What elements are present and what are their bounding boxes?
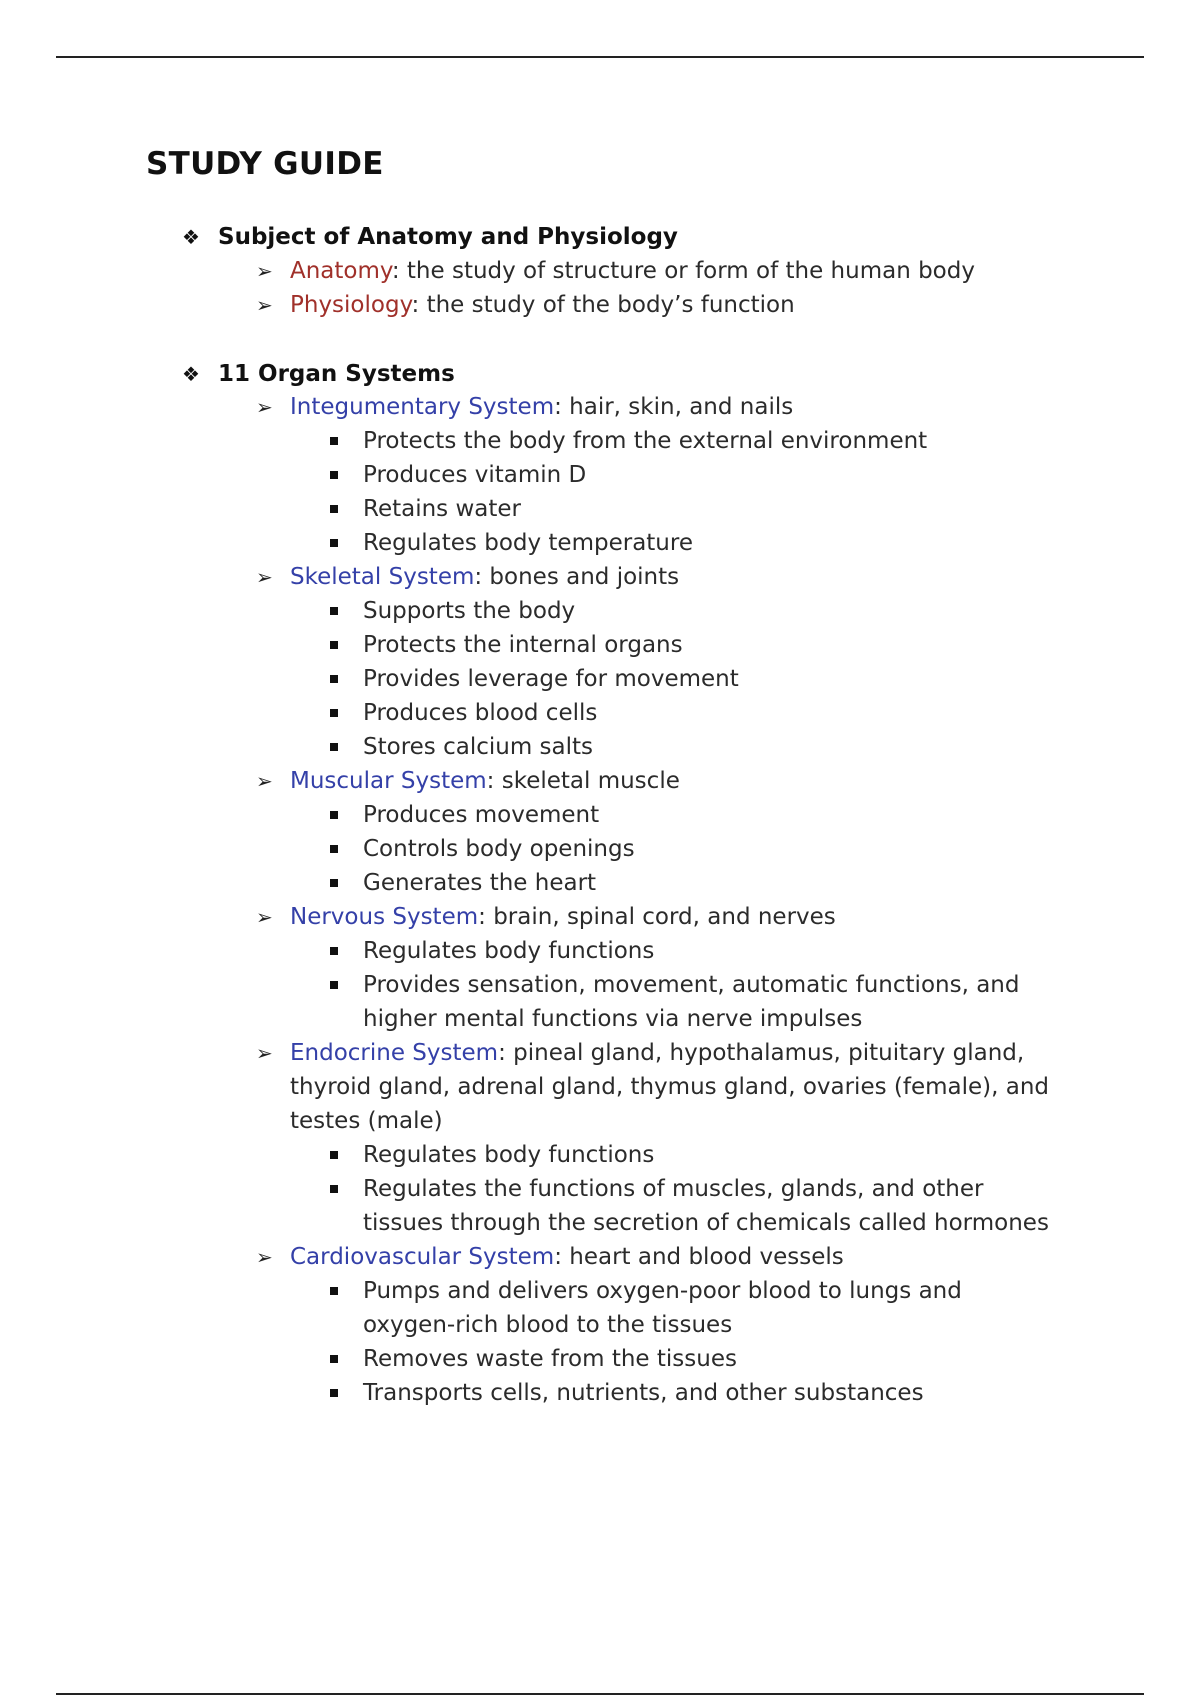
square-bullet-icon xyxy=(330,437,338,445)
top-rule xyxy=(56,56,1144,58)
bottom-rule xyxy=(56,1693,1144,1695)
system-def-continuation: testes (male) xyxy=(290,1108,443,1134)
list-item: Produces movement xyxy=(0,798,1200,832)
system-item-integumentary: ➢ Integumentary System: hair, skin, and nails xyxy=(0,390,1200,424)
arrow-bullet-icon: ➢ xyxy=(256,293,273,317)
list-item: Regulates body temperature xyxy=(0,526,1200,560)
list-item: Protects the body from the external environment xyxy=(0,424,1200,458)
list-item: Removes waste from the tissues xyxy=(0,1342,1200,1376)
list-item-continuation: oxygen-rich blood to the tissues xyxy=(363,1312,733,1338)
list-item: Produces blood cells xyxy=(0,696,1200,730)
list-item: Stores calcium salts xyxy=(0,730,1200,764)
square-bullet-icon xyxy=(330,1287,338,1295)
diamond-bullet-icon: ❖ xyxy=(182,225,200,249)
square-bullet-icon xyxy=(330,845,338,853)
system-item-nervous: ➢ Nervous System: brain, spinal cord, and nerves xyxy=(0,900,1200,934)
square-bullet-icon xyxy=(330,539,338,547)
list-item: Regulates the functions of muscles, glands, and other xyxy=(0,1172,1200,1206)
list-item: Transports cells, nutrients, and other substances xyxy=(0,1376,1200,1410)
system-def-continuation: thyroid gland, adrenal gland, thymus gland, ovaries (female), and xyxy=(290,1074,1050,1100)
list-item: Provides sensation, movement, automatic functions, and xyxy=(0,968,1200,1002)
system-item-skeletal: ➢ Skeletal System: bones and joints xyxy=(0,560,1200,594)
list-item: ➢ Physiology: the study of the body’s function xyxy=(0,288,1200,322)
section-heading: ❖ 11 Organ Systems xyxy=(0,358,1200,390)
square-bullet-icon xyxy=(330,709,338,717)
list-item: Provides leverage for movement xyxy=(0,662,1200,696)
system-item-endocrine: ➢ Endocrine System: pineal gland, hypothalamus, pituitary gland, xyxy=(0,1036,1200,1070)
square-bullet-icon xyxy=(330,981,338,989)
arrow-bullet-icon: ➢ xyxy=(256,565,273,589)
square-bullet-icon xyxy=(330,641,338,649)
list-item: Controls body openings xyxy=(0,832,1200,866)
list-item-continuation: tissues through the secretion of chemicals called hormones xyxy=(363,1210,1049,1236)
square-bullet-icon xyxy=(330,471,338,479)
arrow-bullet-icon: ➢ xyxy=(256,259,273,283)
section-anatomy-physiology xyxy=(0,220,1200,322)
system-item-cardiovascular: ➢ Cardiovascular System: heart and blood vessels xyxy=(0,1240,1200,1274)
square-bullet-icon xyxy=(330,1389,338,1397)
arrow-bullet-icon: ➢ xyxy=(256,395,273,419)
list-item: Generates the heart xyxy=(0,866,1200,900)
arrow-bullet-icon: ➢ xyxy=(256,1041,273,1065)
list-item: Produces vitamin D xyxy=(0,458,1200,492)
square-bullet-icon xyxy=(330,1151,338,1159)
square-bullet-icon xyxy=(330,505,338,513)
arrow-bullet-icon: ➢ xyxy=(256,769,273,793)
square-bullet-icon xyxy=(330,675,338,683)
square-bullet-icon xyxy=(330,947,338,955)
arrow-bullet-icon: ➢ xyxy=(256,1245,273,1269)
square-bullet-icon xyxy=(330,811,338,819)
list-item: Pumps and delivers oxygen-poor blood to lungs and xyxy=(0,1274,1200,1308)
list-item: Supports the body xyxy=(0,594,1200,628)
system-item-muscular: ➢ Muscular System: skeletal muscle xyxy=(0,764,1200,798)
square-bullet-icon xyxy=(330,607,338,615)
list-item: Protects the internal organs xyxy=(0,628,1200,662)
term-physiology: Physiology xyxy=(290,292,412,318)
list-item: Regulates body functions xyxy=(0,934,1200,968)
list-item: ➢ Anatomy: the study of structure or form of the human body xyxy=(0,254,1200,288)
list-item: Retains water xyxy=(0,492,1200,526)
list-item-continuation: higher mental functions via nerve impulses xyxy=(363,1006,863,1032)
page-title: STUDY GUIDE xyxy=(146,146,384,182)
square-bullet-icon xyxy=(330,743,338,751)
list-item: Regulates body functions xyxy=(0,1138,1200,1172)
arrow-bullet-icon: ➢ xyxy=(256,905,273,929)
diamond-bullet-icon: ❖ xyxy=(182,362,200,386)
square-bullet-icon xyxy=(330,879,338,887)
section-organ-systems xyxy=(0,358,1200,1410)
square-bullet-icon xyxy=(330,1355,338,1363)
term-anatomy: Anatomy xyxy=(290,258,392,284)
square-bullet-icon xyxy=(330,1185,338,1193)
section-heading: ❖ Subject of Anatomy and Physiology xyxy=(0,220,1200,254)
